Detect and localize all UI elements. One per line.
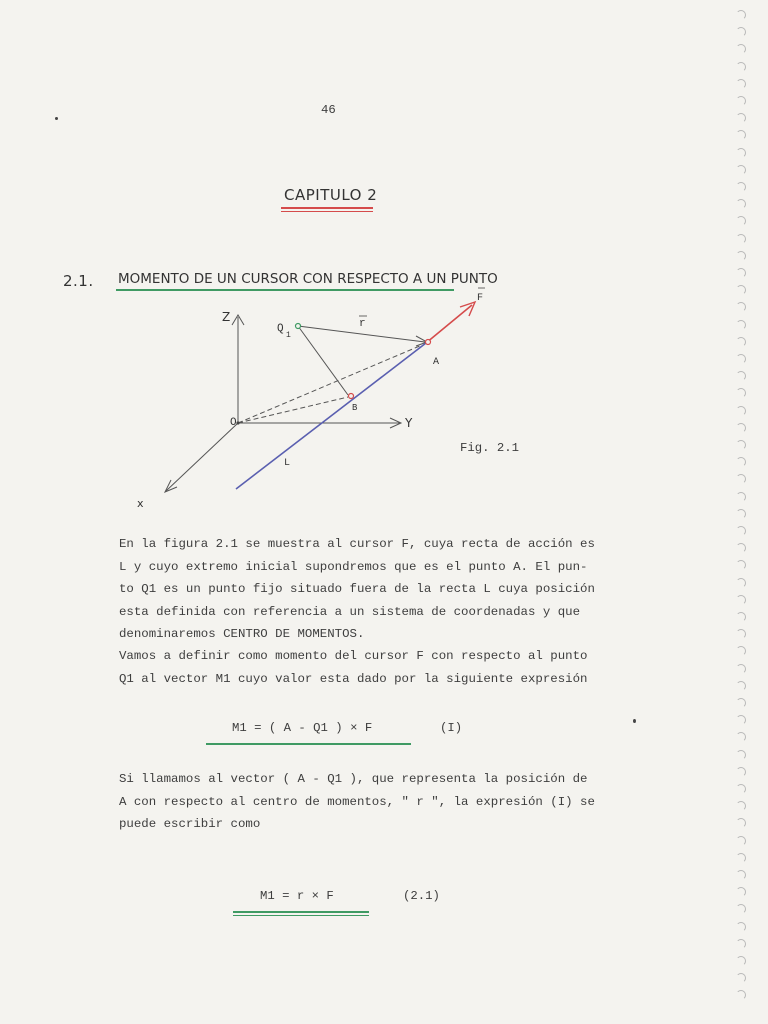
binder-hole [736, 956, 746, 966]
binder-hole [736, 354, 746, 364]
label-x: x [137, 497, 144, 510]
binder-hole [736, 560, 746, 570]
binder-hole [736, 62, 746, 72]
binder-hole [736, 234, 746, 244]
equation-1-label: (I) [440, 721, 463, 735]
binder-hole [736, 27, 746, 37]
figure-2-1 [120, 285, 520, 515]
paragraph-3-line: puede escribir como [119, 817, 261, 831]
dashed-o-a [238, 345, 422, 423]
binder-hole [736, 973, 746, 983]
chapter-title: CAPITULO 2 [284, 186, 378, 204]
binder-hole [736, 629, 746, 639]
figure-caption: Fig. 2.1 [460, 441, 520, 455]
paragraph-1-line: denominaremos CENTRO DE MOMENTOS. [119, 627, 365, 641]
paragraph-3-line: A con respecto al centro de momentos, " r ", la expresión (I) se [119, 794, 595, 809]
binder-hole [736, 784, 746, 794]
binder-hole [736, 199, 746, 209]
binder-hole [736, 337, 746, 347]
binder-hole [736, 492, 746, 502]
binder-hole [736, 285, 746, 295]
label-f: F [477, 293, 484, 304]
binder-hole [736, 320, 746, 330]
equation-2-underline-2 [233, 915, 369, 916]
section-number: 2.1. [63, 272, 94, 290]
scan-speck [55, 117, 58, 120]
binder-hole [736, 251, 746, 261]
label-o: O [230, 417, 237, 429]
label-r: r [359, 318, 366, 330]
paragraph-1 [119, 533, 619, 646]
paragraph-3 [119, 768, 619, 836]
label-a: A [433, 357, 440, 368]
binder-hole [736, 612, 746, 622]
binder-hole [736, 302, 746, 312]
binder-hole [736, 457, 746, 467]
point-o [236, 421, 239, 424]
equation-2: M1 = r × F [260, 889, 334, 903]
paragraph-1-line: to Q1 es un punto fijo situado fuera de la recta L cuya posición [119, 582, 595, 596]
chapter-title-underline-2 [281, 211, 373, 212]
binder-hole [736, 423, 746, 433]
paragraph-2-line: Vamos a definir como momento del cursor F con respecto al punto [119, 649, 588, 663]
equation-1-underline [206, 743, 411, 745]
binder-hole [736, 870, 746, 880]
binder-hole [736, 922, 746, 932]
label-b: B [352, 403, 358, 413]
binder-hole [736, 96, 746, 106]
dashed-o-b [238, 397, 348, 423]
equation-2-underline-1 [233, 911, 369, 913]
binder-hole [736, 595, 746, 605]
x-axis [166, 423, 238, 491]
binder-hole [736, 818, 746, 828]
section-title: MOMENTO DE UN CURSOR CON RESPECTO A UN PUNTO [118, 271, 498, 287]
binder-hole [736, 853, 746, 863]
binder-hole [736, 698, 746, 708]
binder-hole [736, 113, 746, 123]
binder-hole [736, 79, 746, 89]
chapter-title-underline-1 [281, 207, 373, 209]
binder-hole [736, 148, 746, 158]
binder-hole [736, 646, 746, 656]
page-number: 46 [321, 103, 336, 117]
binder-hole [736, 715, 746, 725]
binder-hole [736, 10, 746, 20]
binder-hole [736, 801, 746, 811]
binder-hole [736, 526, 746, 536]
binder-hole [736, 836, 746, 846]
binder-hole [736, 939, 746, 949]
point-q1 [296, 324, 301, 329]
vector-f [426, 305, 472, 343]
label-q: Q [277, 323, 284, 335]
binder-hole [736, 681, 746, 691]
binder-hole [736, 732, 746, 742]
equation-2-label: (2.1) [403, 889, 440, 903]
binder-hole [736, 165, 746, 175]
scan-speck [633, 719, 636, 723]
label-l: L [284, 458, 291, 469]
binder-hole [736, 474, 746, 484]
line-l [236, 343, 426, 489]
binder-hole [736, 887, 746, 897]
binder-hole [736, 388, 746, 398]
paragraph-1-line: esta definida con referencia a un sistema de coordenadas y que [119, 604, 581, 619]
paragraph-3-line: Si llamamos al vector ( A - Q1 ), que representa la posición de [119, 772, 588, 786]
paragraph-2-line: Q1 al vector M1 cuyo valor esta dado por la siguiente expresión [119, 671, 588, 686]
point-a [426, 340, 431, 345]
label-q-sub: 1 [286, 331, 291, 340]
paragraph-1-line: En la figura 2.1 se muestra al cursor F, cuya recta de acción es [119, 537, 595, 551]
binder-hole [736, 268, 746, 278]
paragraph-1-line: L y cuyo extremo inicial supondremos que es el punto A. El pun- [119, 559, 588, 574]
binder-hole [736, 406, 746, 416]
binder-hole [736, 130, 746, 140]
label-y: Y [405, 416, 413, 430]
binder-holes [734, 10, 750, 1014]
binder-hole [736, 664, 746, 674]
binder-hole [736, 182, 746, 192]
binder-hole [736, 543, 746, 553]
binder-hole [736, 750, 746, 760]
binder-hole [736, 578, 746, 588]
binder-hole [736, 990, 746, 1000]
label-z: Z [222, 310, 231, 324]
paragraph-2 [119, 645, 619, 690]
binder-hole [736, 216, 746, 226]
binder-hole [736, 904, 746, 914]
binder-hole [736, 371, 746, 381]
point-b [349, 394, 354, 399]
binder-hole [736, 44, 746, 54]
binder-hole [736, 767, 746, 777]
binder-hole [736, 509, 746, 519]
binder-hole [736, 440, 746, 450]
segment-q1-b [298, 326, 348, 395]
equation-1: M1 = ( A - Q1 ) × F [232, 721, 373, 735]
